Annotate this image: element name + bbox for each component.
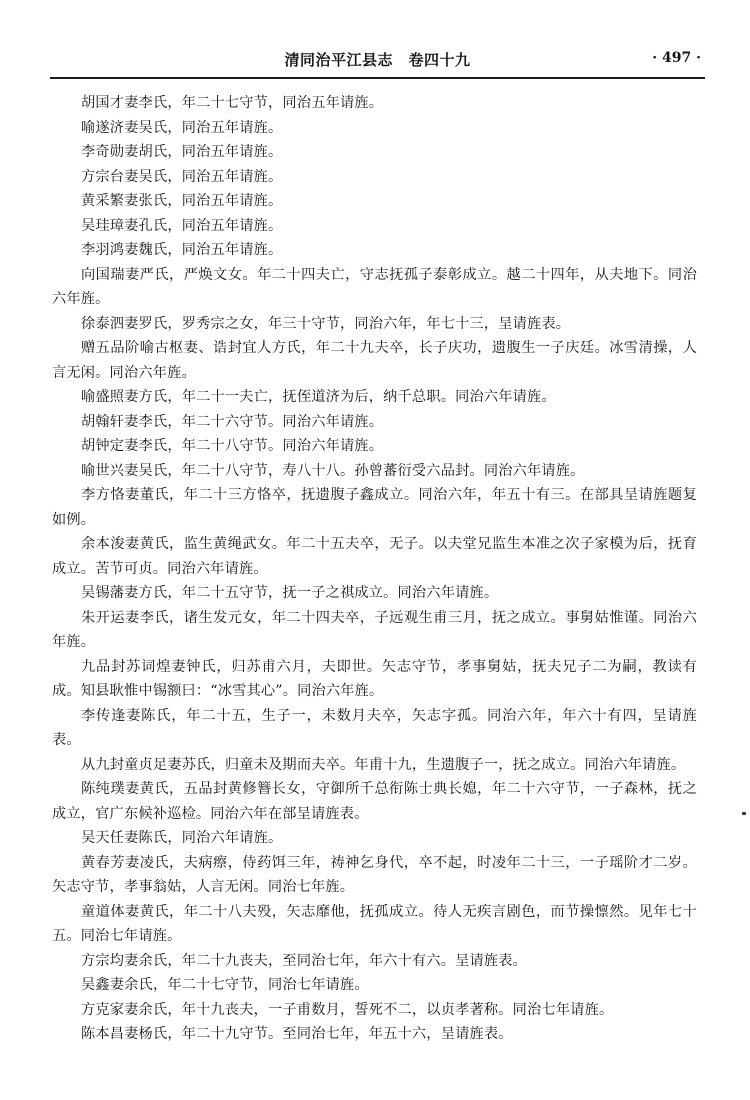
list-item: 陈纯璞妻黄氏，五品封黄修簪长女，守御所千总衔陈士典长媳，年二十六守节，一子森林，抚之成立，官广东候补巡检。同治六年在部呈请旌表。 xyxy=(52,781,697,822)
list-item: 方克家妻余氏，年十九丧夫，一子甫数月，誓死不二，以贞孝著称。同治七年请旌。 xyxy=(81,1001,614,1018)
list-item: 胡国才妻李氏，年二十七守节，同治五年请旌。 xyxy=(81,95,384,111)
running-header xyxy=(50,45,705,75)
list-item: 吴锡藩妻方氏，年二十五守节，抚一子之祺成立。同治六年请旌。 xyxy=(81,585,499,601)
page-number: · 497 · xyxy=(652,50,701,66)
list-item: 赠五品阶喻古枢妻、诰封宜人方氏，年二十九夫卒，长子庆功，遗腹生一子庆廷。冰雪清操，人言无闲。同治六年旌。 xyxy=(52,340,697,381)
page-body xyxy=(52,91,697,1047)
scan-speck xyxy=(742,812,746,815)
list-item: 余本浚妻黄氏，监生黄绳武女。年二十五夫卒，无子。以夫堂兄监生本准之次子家模为后，抚育成立。苦节可贞。同治六年请旌。 xyxy=(52,536,697,577)
list-item: 李方恪妻董氏，年二十三方恪卒，抚遗腹子鑫成立。同治六年，年五十有三。在部具呈请旌题复如例。 xyxy=(52,487,697,528)
list-item: 吴珪璋妻孔氏，同治五年请旌。 xyxy=(81,217,283,234)
list-item: 方宗台妻吴氏，同治五年请旌。 xyxy=(81,168,283,185)
list-item: 向国瑞妻严氏，严焕文女。年二十四夫亡，守志抚孤子泰彰成立。越二十四年，从夫地下。同治六年旌。 xyxy=(52,266,697,307)
book-title: 清同治平江县志 卷四十九 xyxy=(284,51,471,69)
list-item: 喻遂济妻吴氏，同治五年请旌。 xyxy=(81,119,283,136)
list-item: 吴鑫妻余氏，年二十七守节，同治七年请旌。 xyxy=(81,977,369,993)
list-item: 方宗均妻余氏，年二十九丧夫，至同治七年，年六十有六。呈请旌表。 xyxy=(81,952,528,969)
list-item: 喻世兴妻吴氏，年二十八守节，寿八十八。孙曾蕃衍受六品封。同治六年请旌。 xyxy=(81,462,585,479)
list-item: 童道体妻黄氏，年二十八夫殁，矢志靡他，抚孤成立。待人无疾言剧色，而节操懔然。见年七十五。同治七年请旌。 xyxy=(52,903,697,944)
list-item: 李奇勋妻胡氏，同治五年请旌。 xyxy=(81,144,283,160)
header-divider xyxy=(50,77,705,79)
list-item: 吴天任妻陈氏，同治六年请旌。 xyxy=(81,830,283,846)
list-item: 李羽鸿妻魏氏，同治五年请旌。 xyxy=(81,242,283,258)
list-item: 从九封童贞足妻苏氏，归童未及期而夫卒。年甫十九，生遗腹子一，抚之成立。同治六年请旌。 xyxy=(81,756,686,773)
list-item: 胡翰轩妻李氏，年二十六守节。同治六年请旌。 xyxy=(81,413,384,430)
list-item: 喻盛照妻方氏，年二十一夫亡，抚侄道济为后，纳千总职。同治六年请旌。 xyxy=(81,389,556,405)
list-item: 九品封苏词煌妻钟氏，归苏甫六月，夫即世。矢志守节，孝事舅姑，抚夫兄子二为嗣，教读有成。知县耿惟中锡额曰：“冰雪其心”。同治六年旌。 xyxy=(52,658,697,699)
list-item: 胡钟定妻李氏，年二十八守节。同治六年请旌。 xyxy=(81,438,384,454)
list-item: 陈本昌妻杨氏，年二十九守节。至同治七年，年五十六，呈请旌表。 xyxy=(81,1026,513,1042)
list-item: 黄采繁妻张氏，同治五年请旌。 xyxy=(81,193,283,209)
list-item: 徐泰泗妻罗氏，罗秀宗之女，年三十守节，同治六年，年七十三，呈请旌表。 xyxy=(81,315,571,332)
list-item: 黄春芳妻凌氏，夫病瘵，侍药饵三年，祷神乞身代，卒不起，时凌年二十三，一子瑶阶才二岁。矢志守节，孝事翁姑，人言无闲。同治七年旌。 xyxy=(52,854,697,895)
list-item: 李传逢妻陈氏，年二十五，生子一，未数月夫卒，矢志字孤。同治六年，年六十有四，呈请旌表。 xyxy=(52,707,697,748)
list-item: 朱开运妻李氏，诸生发元女，年二十四夫卒，子远观生甫三月，抚之成立。事舅姑惟谨。同治六年旌。 xyxy=(52,609,697,650)
